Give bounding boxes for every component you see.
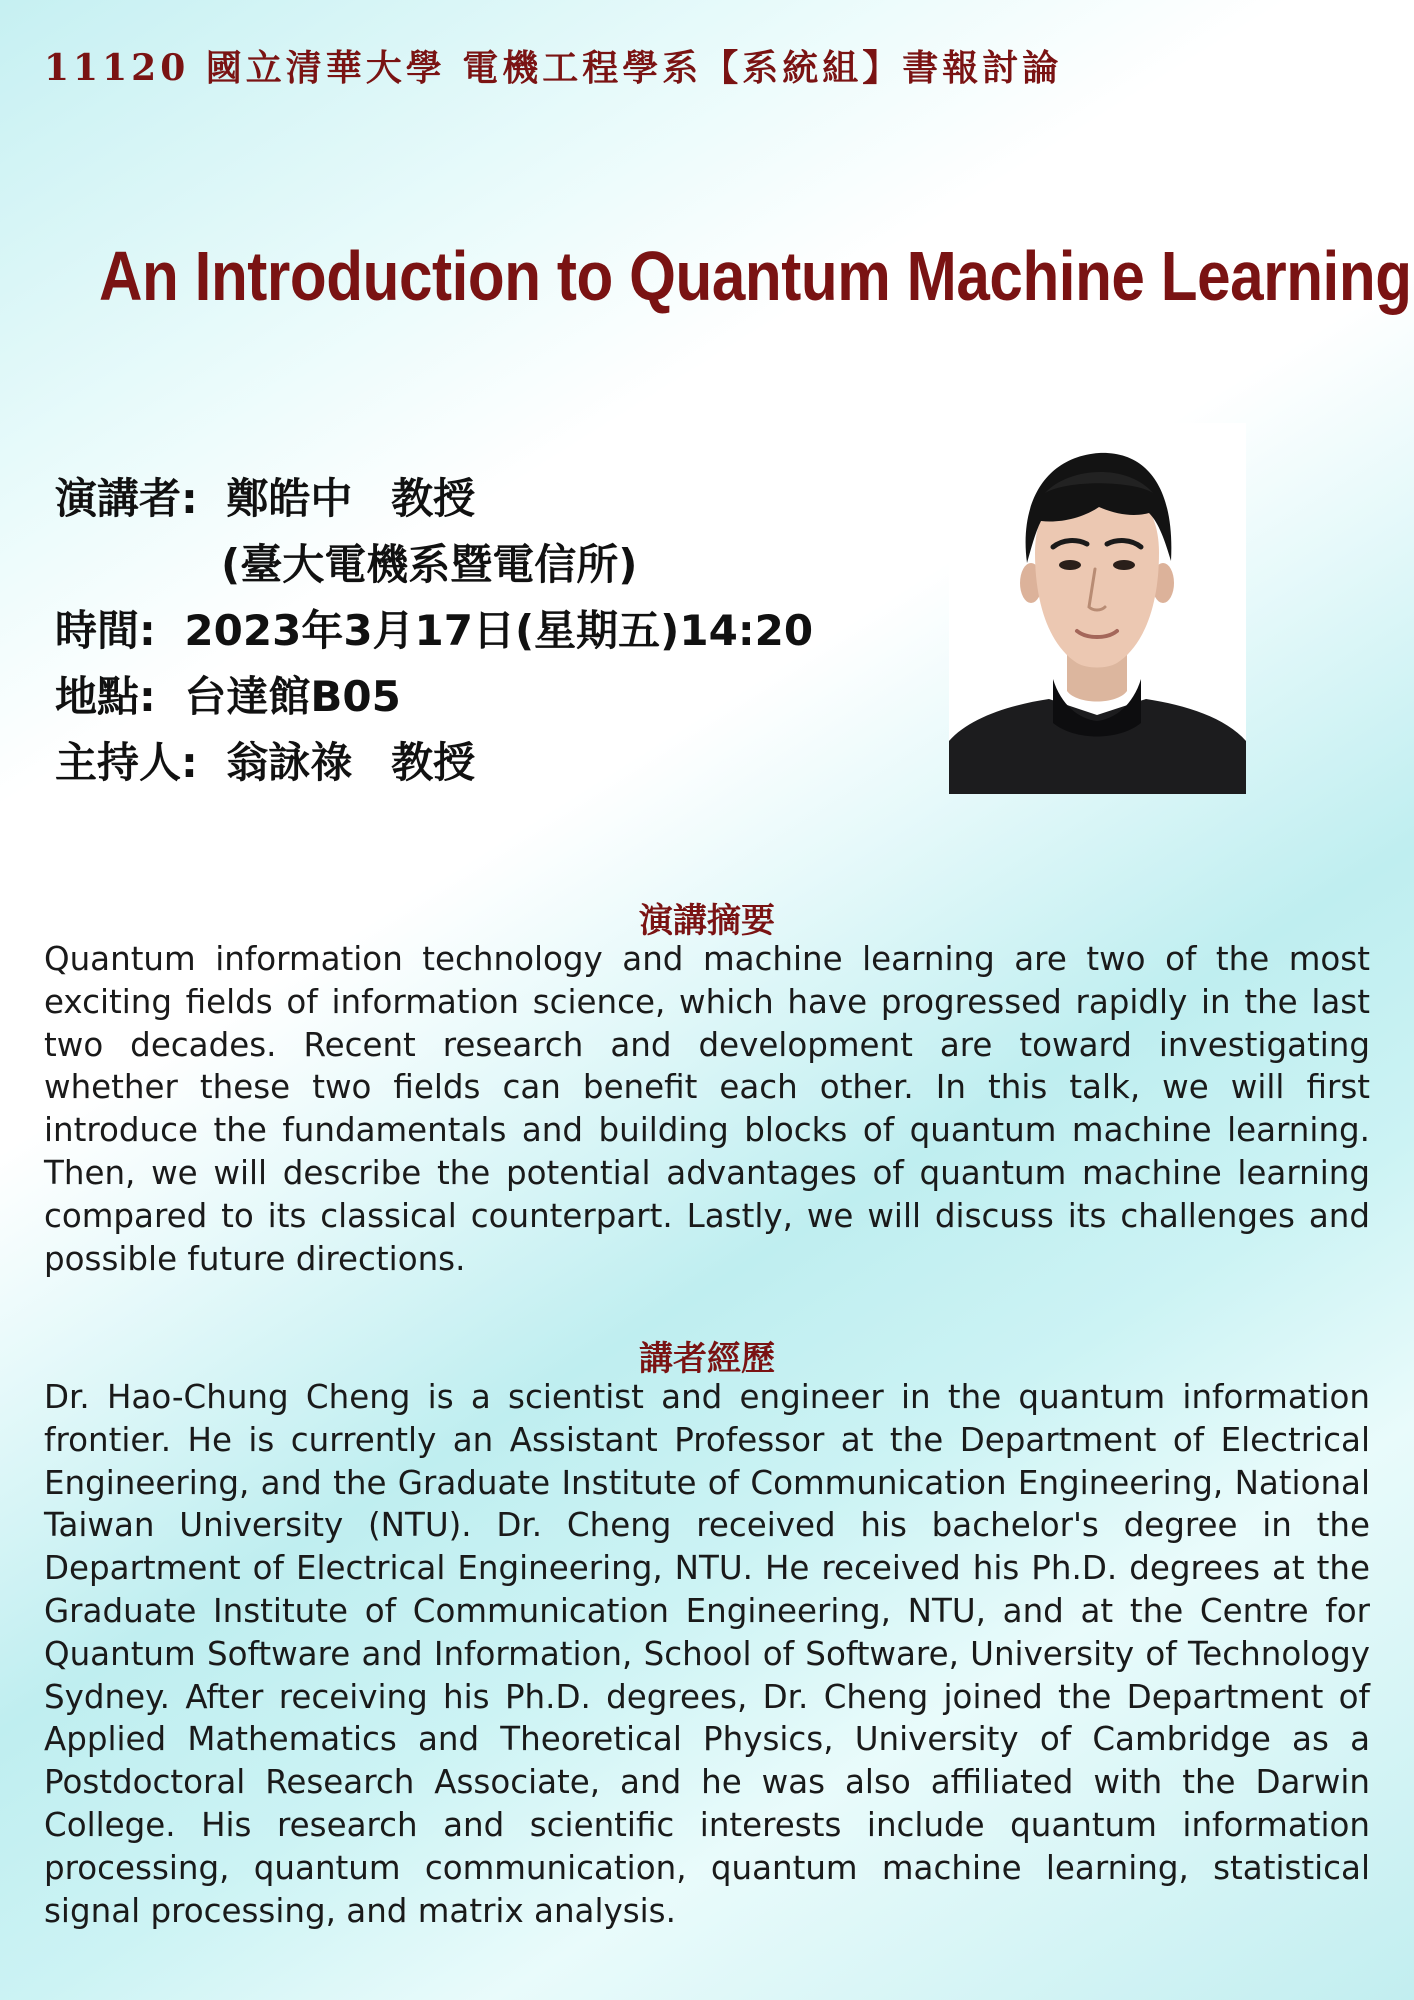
location-row [55, 664, 813, 730]
speaker-photo [949, 423, 1246, 794]
abstract-heading: 演講摘要 [639, 901, 775, 941]
time-row [55, 598, 813, 664]
abstract-text: Quantum information technology and machine learning are two of the most exciting fields of information science, which have progressed rapidly in the last two decades. Recent research and development are toward investigating whether these two fields can benefit each other. In this talk, we will first introduce the fundamentals and building blocks of quantum machine learning. Then, we will describe the potential advantages of quantum machine learning compared to its classical counterpart. Lastly, we will discuss its challenges and possible future directions. [44, 940, 1370, 1278]
speaker-affiliation: (臺大電機系暨電信所) [221, 540, 638, 589]
event-info [55, 466, 813, 796]
time-label: 時間: [55, 606, 156, 655]
location-label: 地點: [55, 672, 156, 721]
host-row [55, 730, 813, 796]
talk-title: An Introduction to Quantum Machine Learning [98, 237, 1412, 315]
host-name: 翁詠祿 [226, 738, 353, 787]
speaker-title: 教授 [391, 474, 476, 523]
speaker-row [55, 466, 813, 532]
location-value: 台達館B05 [184, 672, 401, 721]
speaker-label: 演講者: [55, 474, 198, 523]
time-value: 2023年3月17日(星期五)14:20 [184, 606, 814, 655]
host-label: 主持人: [55, 738, 198, 787]
event-header: 11120 國立清華大學 電機工程學系【系統組】書報討論 [44, 47, 1063, 89]
speaker-name: 鄭皓中 [226, 474, 353, 523]
speaker-affiliation-row [55, 532, 813, 598]
bio-text: Dr. Hao-Chung Cheng is a scientist and engineer in the quantum information frontier. He is currently an Assistant Professor at the Department of Electrical Engineering, and the Graduate Institute of Communication Engineering, National Taiwan University (NTU). Dr. Cheng received his bachelor's degree in the Department of Electrical Engineering, NTU. He received his Ph.D. degrees at the Graduate Institute of Communication Engineering, NTU, and at the Centre for Quantum Software and Information, School of Software, University of Technology Sydney. After receiving his Ph.D. degrees, Dr. Cheng joined the Department of Applied Mathematics and Theoretical Physics, University of Cambridge as a Postdoctoral Research Associate, and he was also affiliated with the Darwin College. His research and scientific interests include quantum information processing, quantum communication, quantum machine learning, statistical signal processing, and matrix analysis. [44, 1378, 1370, 1930]
bio-heading: 講者經歷 [639, 1339, 775, 1379]
host-title: 教授 [391, 738, 476, 787]
